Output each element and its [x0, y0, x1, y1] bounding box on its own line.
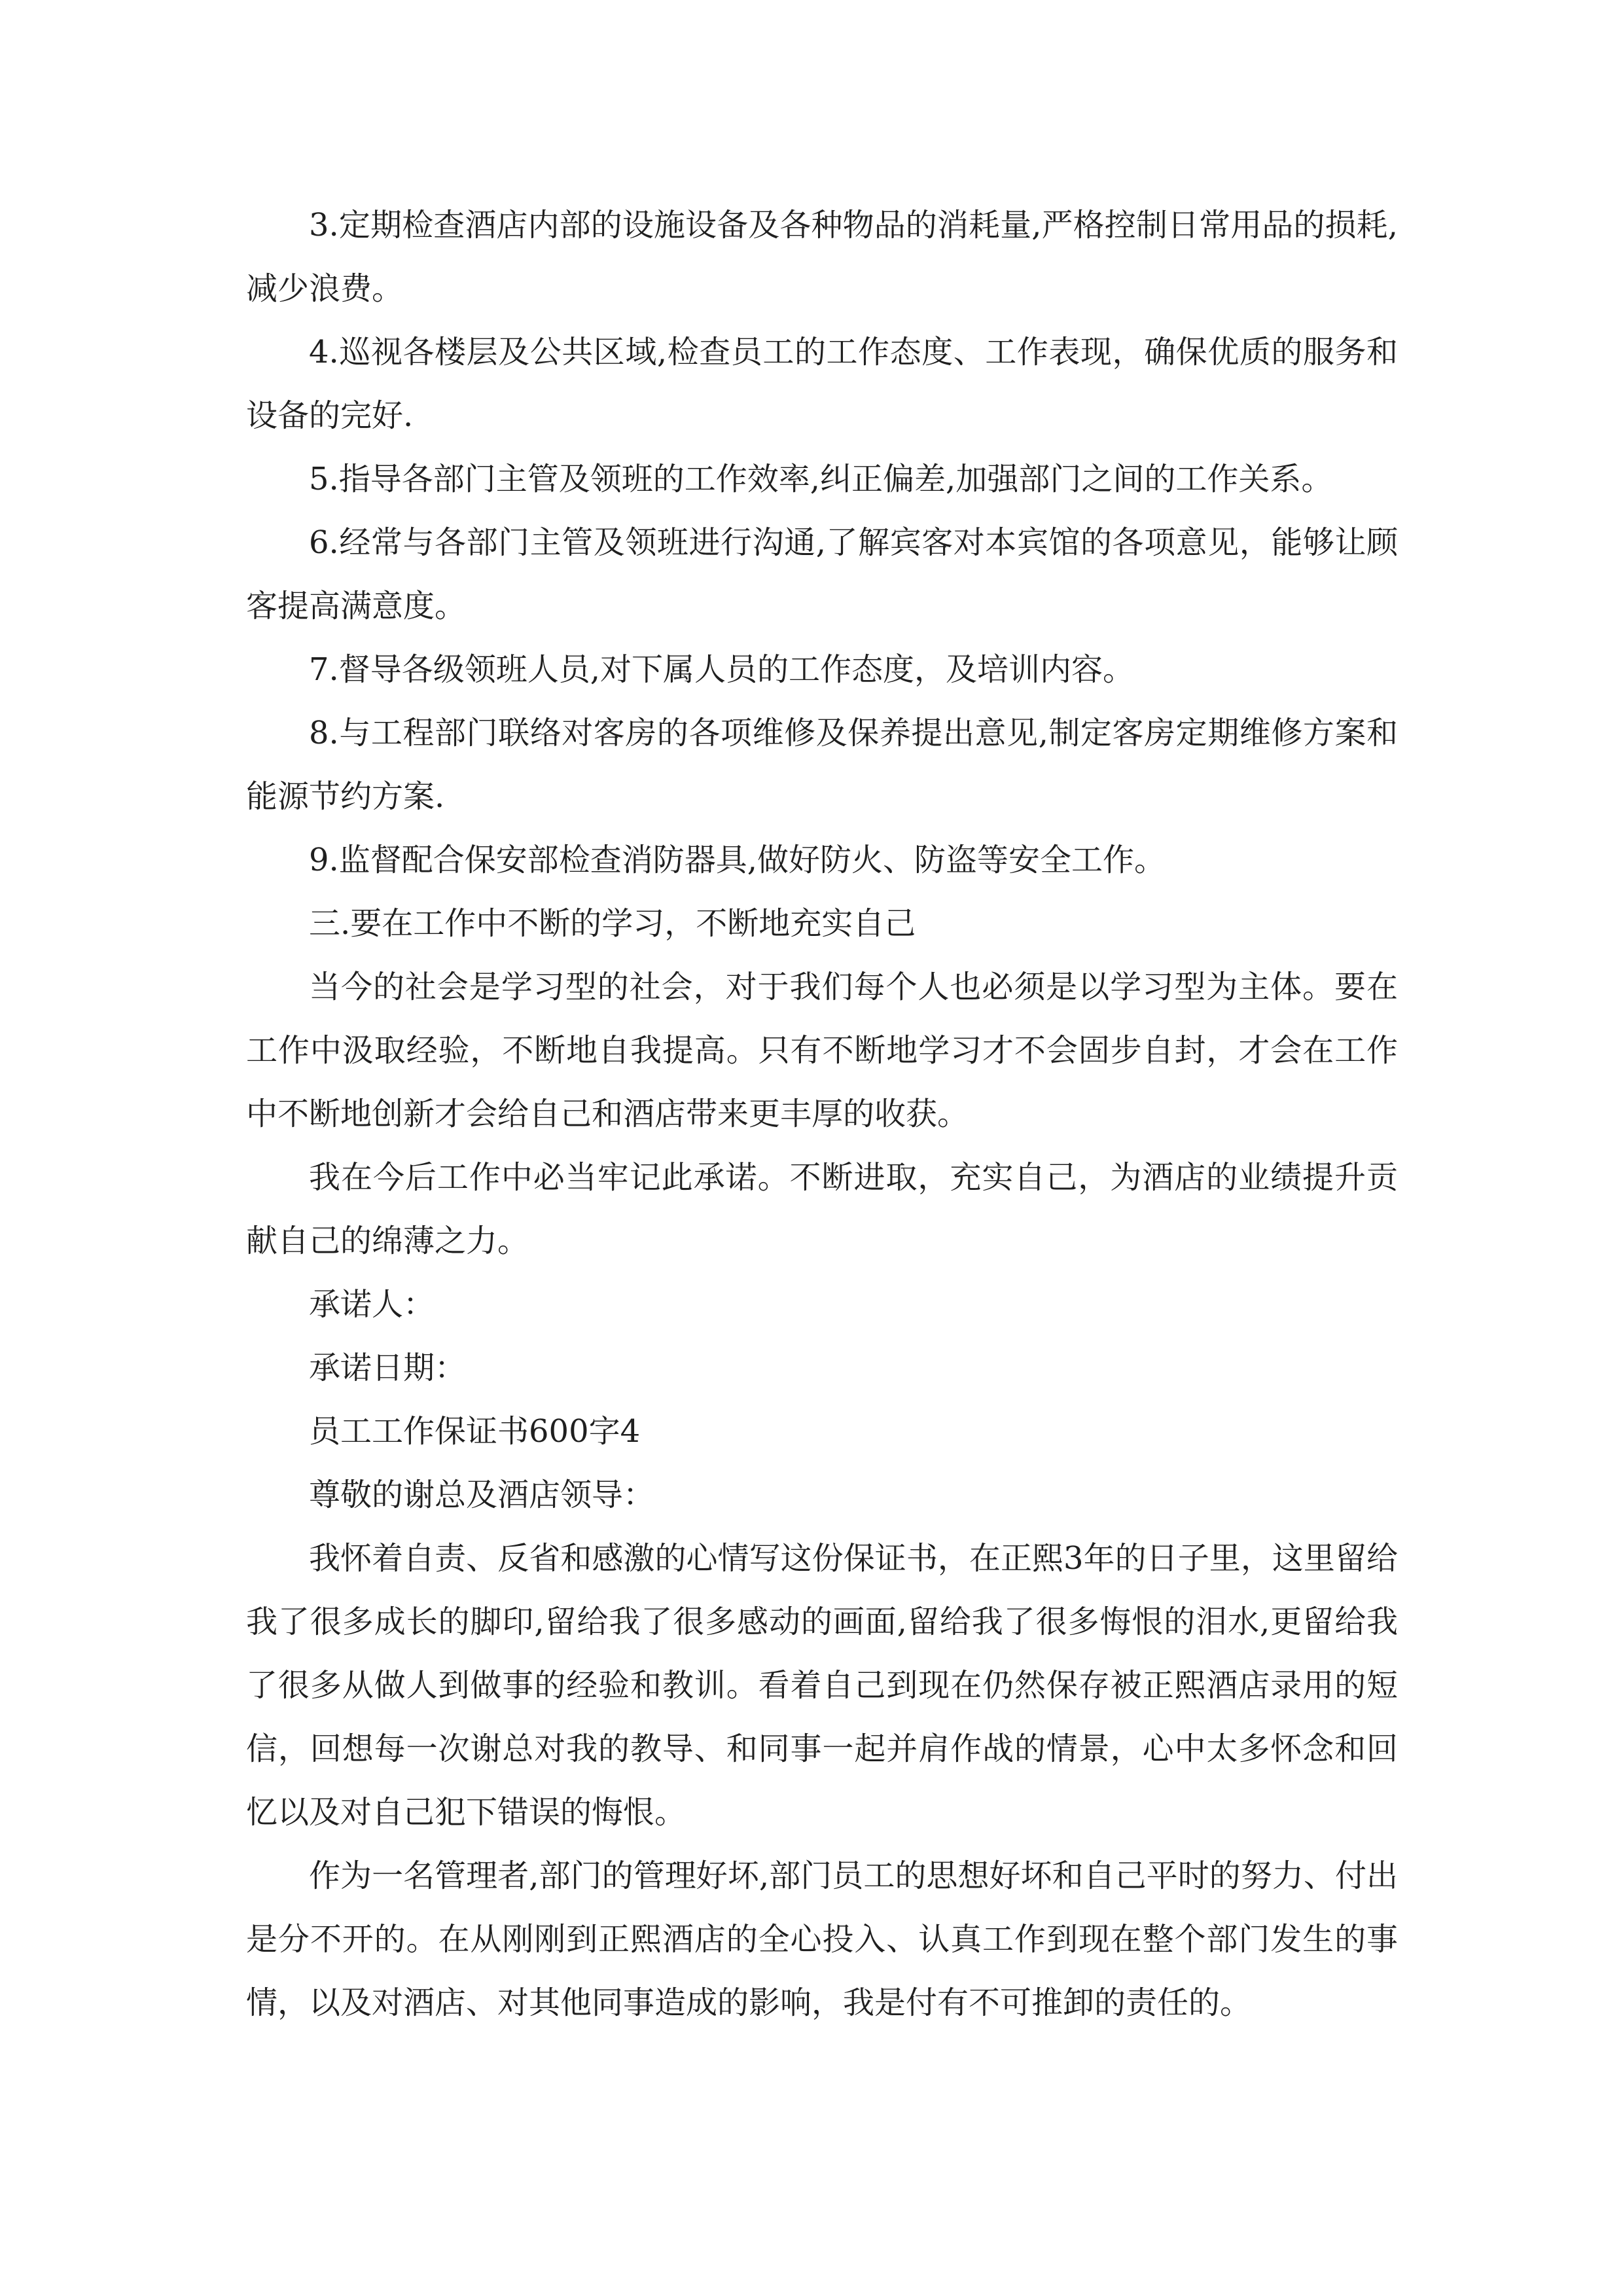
paragraph-item-9: 9.监督配合保安部检查消防器具,做好防火、防盗等安全工作。: [309, 842, 1166, 878]
salutation: 尊敬的谢总及酒店领导：: [309, 1477, 655, 1513]
date-label: 承诺日期：: [309, 1350, 467, 1386]
paragraph-item-7: 7.督导各级领班人员,对下属人员的工作态度，及培训内容。: [309, 651, 1135, 688]
document-body: [246, 194, 1398, 2035]
paragraph-body-2: 作为一名管理者,部门的管理好坏,部门员工的思想好坏和自己平时的努力、付出是分不开的。在从刚刚到正熙酒店的全心投入、认真工作到现在整个部门发生的事情，以及对酒店、对其他同事造成的影响，我是付有不可推卸的责任的。: [246, 1857, 1398, 2021]
paragraph-item-4: 4.巡视各楼层及公共区域,检查员工的工作态度、工作表现，确保优质的服务和设备的完好.: [246, 334, 1398, 434]
paragraph-item-5: 5.指导各部门主管及领班的工作效率,纠正偏差,加强部门之间的工作关系。: [309, 461, 1333, 497]
document-title: 员工工作保证书600字4: [309, 1413, 641, 1450]
paragraph-commitment: 我在今后工作中必当牢记此承诺。不断进取，充实自己，为酒店的业绩提升贡献自己的绵薄之力。: [246, 1159, 1398, 1259]
paragraph-item-6: 6.经常与各部门主管及领班进行沟通,了解宾客对本宾馆的各项意见，能够让顾客提高满意度。: [246, 524, 1398, 624]
signer-label: 承诺人：: [309, 1286, 435, 1323]
paragraph-item-8: 8.与工程部门联络对客房的各项维修及保养提出意见,制定客房定期维修方案和能源节约方案.: [246, 715, 1398, 815]
section-heading: 三.要在工作中不断的学习，不断地充实自己: [309, 905, 916, 942]
paragraph-body-1: 我怀着自责、反省和感激的心情写这份保证书，在正熙3年的日子里，这里留给我了很多成长的脚印,留给我了很多感动的画面,留给我了很多悔恨的泪水,更留给我了很多从做人到做事的经验和教训。看着自己到现在仍然保存被正熙酒店录用的短信，回想每一次谢总对我的教导、和同事一起并肩作战的情景，心中太多怀念和回忆以及对自己犯下错误的悔恨。: [246, 1540, 1398, 1831]
paragraph-learning: 当今的社会是学习型的社会，对于我们每个人也必须是以学习型为主体。要在工作中汲取经验，不断地自我提高。只有不断地学习才不会固步自封，才会在工作中不断地创新才会给自己和酒店带来更丰厚的收获。: [246, 969, 1398, 1132]
paragraph-item-3: 3.定期检查酒店内部的设施设备及各种物品的消耗量,严格控制日常用品的损耗,减少浪费。: [246, 207, 1398, 307]
